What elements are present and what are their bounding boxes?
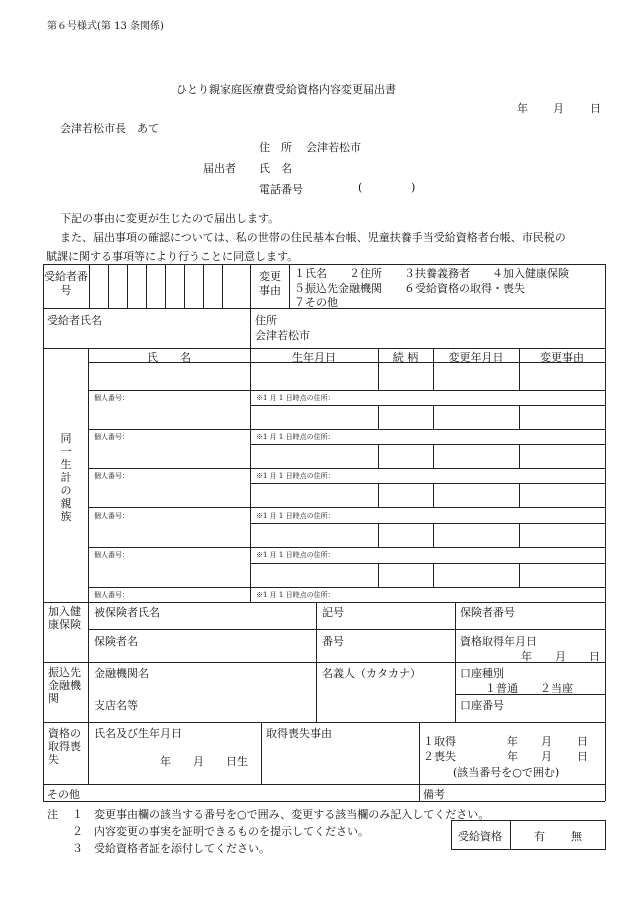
family-section-label: 同一生計の親族 bbox=[60, 432, 72, 523]
status-yes[interactable]: 有 bbox=[534, 830, 545, 843]
name-birth-label: 氏名及び生年月日 bbox=[94, 727, 182, 740]
personal-number-label: 個人番号： bbox=[94, 472, 129, 480]
addressee: 会津若松市長 あて bbox=[60, 122, 159, 135]
qualification-reason-label: 取得喪失事由 bbox=[266, 727, 332, 740]
insurer-number-label: 保険者番号 bbox=[460, 606, 515, 619]
qualification-section-label: 資格の取得喪失 bbox=[48, 727, 81, 766]
change-reason-options-3: ７その他 bbox=[294, 296, 338, 309]
insurance-section-label: 加入健康保険 bbox=[48, 605, 81, 631]
number-label: 番号 bbox=[322, 635, 344, 648]
lose-year: 年 bbox=[507, 750, 518, 763]
personal-number-label: 個人番号： bbox=[94, 591, 129, 599]
account-holder-label: 名義人（カタカナ） bbox=[322, 667, 421, 680]
acquire-day: 日 bbox=[577, 735, 588, 748]
date-day-label: 日 bbox=[590, 102, 601, 115]
applicant-role-label: 届出者 bbox=[203, 162, 236, 175]
change-reason-options-1: １氏名 ２住所 ３扶養義務者 ４加入健康保険 bbox=[294, 267, 569, 280]
personal-number-label: 個人番号： bbox=[94, 551, 129, 559]
address-label: 住所 bbox=[255, 314, 277, 327]
family-header-birth: 生年月日 bbox=[292, 351, 336, 364]
lose-month: 月 bbox=[541, 750, 552, 763]
circle-note: (該当番号を○で囲む) bbox=[453, 766, 560, 779]
note-item: ３ 受給資格者証を添付してください。 bbox=[72, 842, 270, 855]
acquire-month: 月 bbox=[541, 735, 552, 748]
acquisition-month: 月 bbox=[555, 650, 566, 663]
jan1-address-label: ※1 月 1 日時点の住所： bbox=[256, 551, 335, 559]
status-box bbox=[451, 820, 606, 850]
lose-day: 日 bbox=[577, 750, 588, 763]
statement-line-1: 下記の事由に変更が生じたので届出します。 bbox=[60, 212, 280, 225]
change-reason-label: 変更事由 bbox=[259, 270, 281, 297]
jan1-address-label: ※1 月 1 日時点の住所： bbox=[256, 394, 335, 402]
other-label: その他 bbox=[47, 788, 80, 801]
family-header-change-date: 変更年月日 bbox=[448, 351, 504, 364]
lose-option: ２喪失 bbox=[423, 750, 456, 763]
acquisition-year: 年 bbox=[521, 650, 532, 663]
acquire-year: 年 bbox=[507, 735, 518, 748]
remarks-label: 備考 bbox=[423, 788, 445, 801]
family-header-name: 氏 名 bbox=[147, 351, 191, 364]
jan1-address-label: ※1 月 1 日時点の住所： bbox=[256, 512, 335, 520]
form-title: ひとり親家庭医療費受給資格内容変更届出書 bbox=[176, 83, 396, 96]
family-header-relation: 続 柄 bbox=[392, 351, 419, 364]
jan1-address-label: ※1 月 1 日時点の住所： bbox=[256, 433, 335, 441]
jan1-address-label: ※1 月 1 日時点の住所： bbox=[256, 591, 335, 599]
form-number: 第６号様式(第 13 条関係) bbox=[47, 21, 164, 32]
note-item: ２ 内容変更の事実を証明できるものを提示してください。 bbox=[72, 825, 369, 838]
statement-line-2: また、届出事項の確認については、私の世帯の住民基本台帳、児童扶養手当受給資格者台帳、市民税の bbox=[60, 231, 566, 244]
applicant-address-label: 住 所 bbox=[259, 141, 292, 154]
acquire-option: １取得 bbox=[423, 735, 456, 748]
account-type-label: 口座種別 bbox=[460, 667, 504, 680]
symbol-label: 記号 bbox=[322, 606, 344, 619]
recipient-name-label: 受給者氏名 bbox=[47, 314, 102, 327]
applicant-phone-label: 電話番号 bbox=[259, 183, 303, 196]
account-type-options: １普通 ２当座 bbox=[485, 682, 573, 695]
status-label: 受給資格 bbox=[458, 830, 502, 843]
date-year-label: 年 bbox=[517, 102, 528, 115]
phone-paren-close: ) bbox=[411, 181, 416, 194]
recipient-number-label: 受給者番号 bbox=[44, 270, 88, 297]
note-item: １ 変更事由欄の該当する番号を○で囲み、変更する該当欄のみ記入してください。 bbox=[72, 808, 490, 821]
personal-number-label: 個人番号： bbox=[94, 394, 129, 402]
date-month-label: 月 bbox=[553, 102, 564, 115]
insurer-name-label: 保険者名 bbox=[94, 635, 138, 648]
personal-number-label: 個人番号： bbox=[94, 433, 129, 441]
branch-label: 支店名等 bbox=[94, 699, 138, 712]
notes-prefix: 注 bbox=[47, 808, 58, 821]
account-number-label: 口座番号 bbox=[460, 699, 504, 712]
acquisition-date-label: 資格取得年月日 bbox=[460, 635, 537, 648]
personal-number-label: 個人番号： bbox=[94, 512, 129, 520]
applicant-address-value: 会津若松市 bbox=[306, 141, 361, 154]
bank-name-label: 金融機関名 bbox=[94, 667, 149, 680]
family-header-reason: 変更事由 bbox=[540, 351, 584, 364]
statement-line-3: 賦課に関する事項等により行うことに同意します。 bbox=[46, 250, 299, 263]
insured-name-label: 被保険者氏名 bbox=[94, 606, 160, 619]
birth-ymd-label: 年 月 日生 bbox=[160, 755, 248, 768]
phone-paren-open: ( bbox=[358, 181, 363, 194]
applicant-name-label: 氏 名 bbox=[259, 162, 292, 175]
jan1-address-label: ※1 月 1 日時点の住所： bbox=[256, 472, 335, 480]
address-value: 会津若松市 bbox=[255, 329, 310, 342]
change-reason-options-2: ５振込先金融機関 ６受給資格の取得・喪失 bbox=[294, 282, 525, 295]
acquisition-day: 日 bbox=[589, 650, 600, 663]
bank-section-label: 振込先金融機関 bbox=[48, 666, 81, 705]
status-no[interactable]: 無 bbox=[571, 830, 582, 843]
